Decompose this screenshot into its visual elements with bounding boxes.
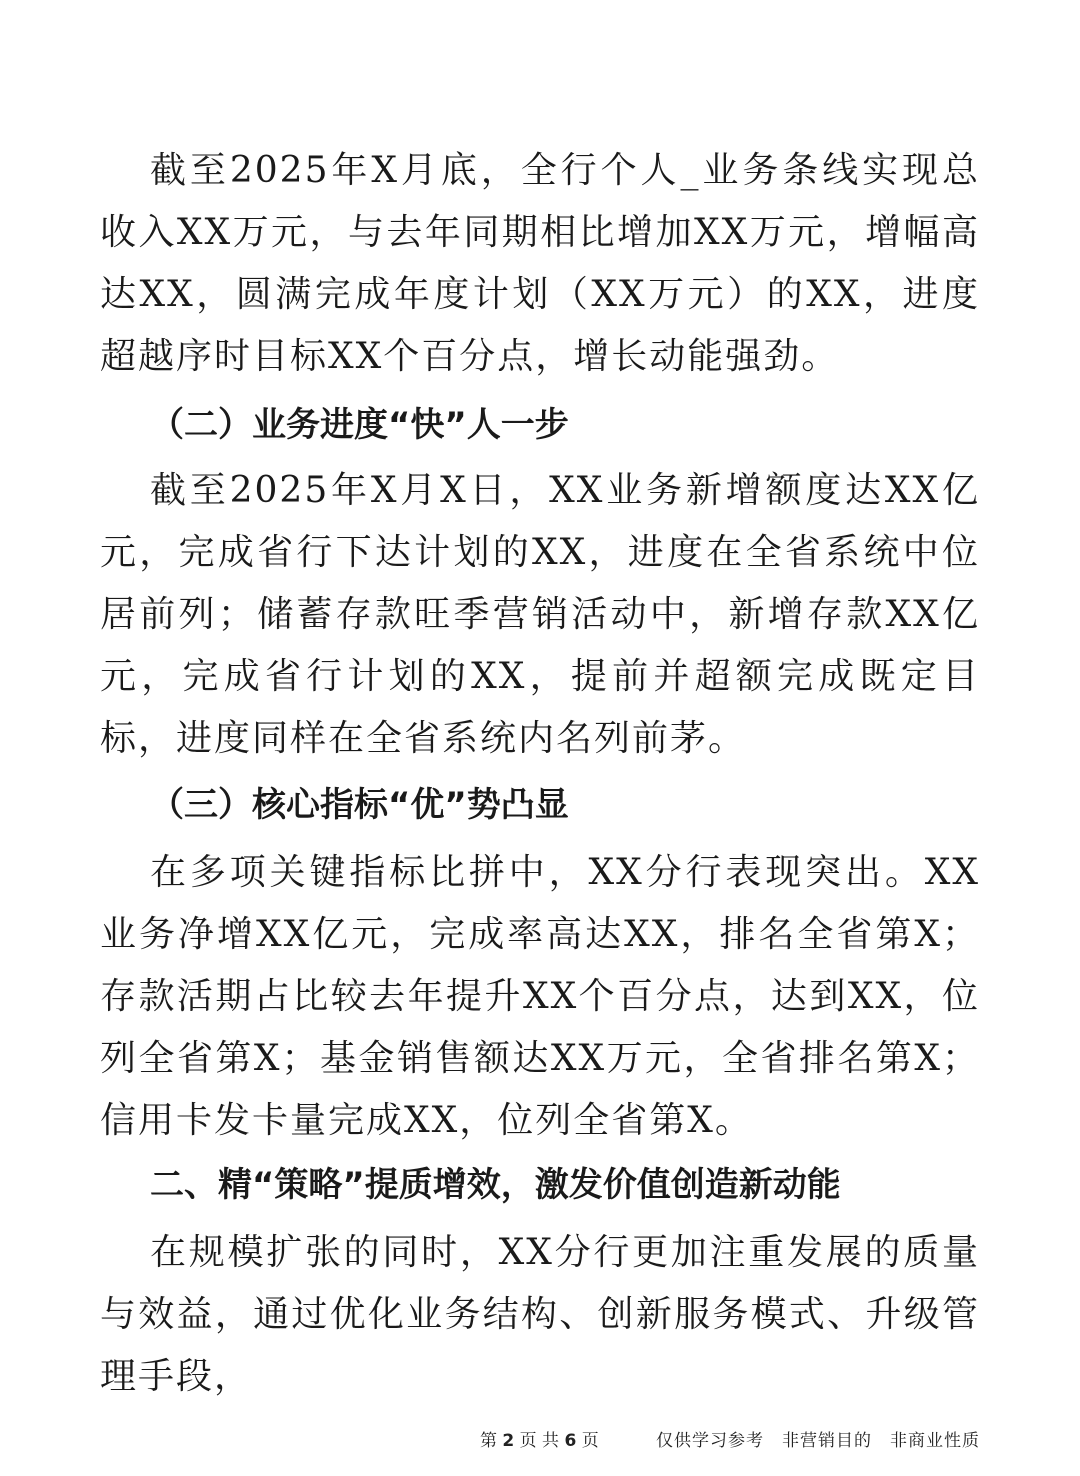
paragraph-core-indicators: 在多项关键指标比拼中，XX分行表现突出。XX业务净增XX亿元，完成率高达XX，排名全省第X；存款活期占比较去年提升XX个百分点，达到XX，位列全省第X；基金销售额达XX万元，全省排名第X；信用卡发卡量完成XX，位列全省第X。 (100, 852, 980, 1141)
disclaimer-note: 非营销目的 (782, 1431, 872, 1451)
page-mid: 页 共 (519, 1431, 560, 1451)
paragraph-business-progress: 截至2025年X月X日，XX业务新增额度达XX亿元，完成省行下达计划的XX，进度在全省系统中位居前列；储蓄存款旺季营销活动中，新增存款XX亿元，完成省行计划的XX，提前并超额完成既定目标，进度同样在全省系统内名列前茅。 (100, 470, 980, 759)
page-prefix: 第 (480, 1431, 497, 1451)
page-suffix: 页 (581, 1431, 599, 1451)
page-total: 6 (564, 1431, 577, 1451)
subheading-core-indicators: （三）核心指标“优”势凸显 (150, 785, 569, 825)
paragraph-strategy-intro: 在规模扩张的同时，XX分行更加注重发展的质量与效益，通过优化业务结构、创新服务模式、升级管理手段， (100, 1232, 980, 1397)
disclaimer-note: 仅供学习参考 (656, 1431, 764, 1451)
section-heading-strategy: 二、精“策略”提质增效，激发价值创造新动能 (150, 1165, 841, 1205)
paragraph-total-revenue: 截至2025年X月底，全行个人_业务条线实现总收入XX万元，与去年同期相比增加XX万元，增幅高达XX，圆满完成年度计划（XX万元）的XX，进度超越序时目标XX个百分点，增长动能强劲。 (100, 150, 980, 377)
page-current: 2 (502, 1431, 515, 1451)
disclaimer-note: 非商业性质 (890, 1431, 980, 1451)
page-number-info (480, 1426, 599, 1451)
subheading-business-progress: （二）业务进度“快”人一步 (150, 405, 569, 445)
page-footer (0, 1426, 1080, 1454)
footer-disclaimer (656, 1426, 980, 1451)
